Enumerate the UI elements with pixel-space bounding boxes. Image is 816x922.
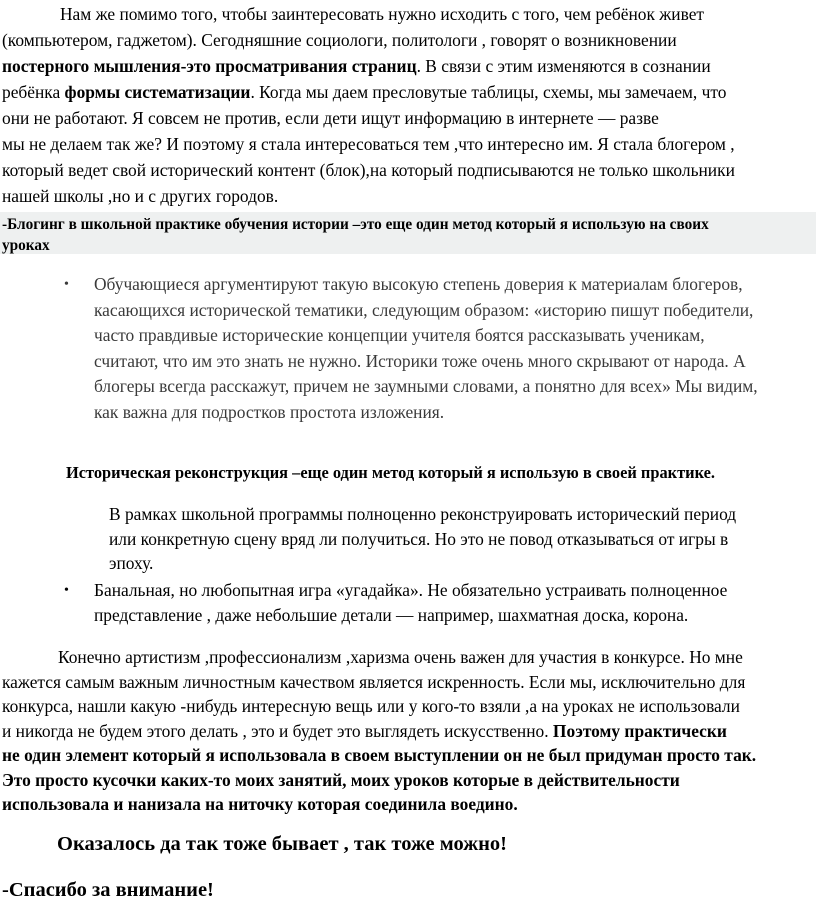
- conclusion-line: [2, 743, 814, 768]
- conclusion-line: [2, 792, 814, 817]
- conclusion-text: и никогда не будем этого делать , это и будет это выглядеть искусственно.: [2, 720, 553, 741]
- thanks-line: -Спасибо за внимание!: [2, 879, 214, 901]
- conclusion-text: Конечно артистизм ,профессионализм ,харизма очень важен для участия в конкурсе. Но мне: [58, 647, 743, 667]
- conclusion-line: [2, 768, 814, 793]
- intro-text: . В связи с этим изменяются в сознании: [416, 56, 711, 76]
- bullet-line: представление , даже небольшие детали — например, шахматная доска, корона.: [94, 605, 689, 625]
- bold-text: не один элемент который я использовала в своем выступлении он не был придуман просто так.: [2, 745, 757, 765]
- intro-line: который ведет свой исторический контент (блок),на который подписываются не только школьники: [2, 160, 735, 180]
- bold-text: использовала и нанизала на ниточку которая соединила воедино.: [2, 794, 518, 814]
- bullet-text: [94, 272, 816, 426]
- bullet-line: блогеры всегда расскажут, причем не заумными словами, а понятно для всех» Мы видим,: [94, 376, 758, 397]
- conclusion-line: конкурса, нашли какую -нибудь интересную вещь или у кого-то взяли ,а на уроках не использовали: [2, 696, 740, 716]
- intro-line: они не работают. Я совсем не против, если дети ищут информацию в интернете — разве: [2, 108, 659, 128]
- intro-line: [2, 79, 814, 105]
- bullet-line: Банальная, но любопытная игра «угадайка». Не обязательно устраивать полноценное: [94, 580, 728, 600]
- bullet-icon: •: [64, 583, 69, 598]
- intro-line: [2, 53, 814, 79]
- blogging-heading-line: уроках: [2, 237, 50, 254]
- conclusion-line: кажется самым важным личностным качеством является искренность. Если мы, исключительно для: [2, 671, 746, 692]
- intro-line: (компьютером, гаджетом). Сегодняшние социологи, политологи , говорят о возникновении: [2, 30, 677, 50]
- bold-term: постерного мышления-это просматривания страниц: [2, 56, 417, 76]
- intro-paragraph: [2, 1, 814, 209]
- reconstruction-line: эпоху.: [109, 553, 154, 573]
- blogging-heading: [2, 214, 812, 256]
- intro-line: нашей школы ,но и с других городов.: [2, 186, 279, 206]
- intro-line: мы не делаем так же? И поэтому я стала интересоваться тем ,что интересно им. Я стала блогером ,: [2, 134, 735, 154]
- bullet-line: часто правдивые исторические концепции учителя боятся рассказывать ученикам,: [94, 325, 705, 346]
- bold-text: Это просто кусочки каких-то моих занятий, моих уроков которые в действительности: [2, 769, 680, 790]
- bullet-text: [94, 578, 816, 628]
- conclusion-paragraph: [2, 645, 814, 817]
- bullet-line: Обучающиеся аргументируют такую высокую степень доверия к материалам блогеров,: [94, 274, 743, 294]
- reconstruction-line: В рамках школьной программы полноценно реконструировать исторический период: [109, 504, 737, 524]
- bold-term: формы систематизации: [64, 82, 251, 102]
- closing-line: Оказалось да так тоже бывает , так тоже можно!: [57, 833, 507, 855]
- bullet-line: как важна для подростков простота изложения.: [94, 401, 445, 422]
- intro-text: . Когда мы даем пресловутые таблицы, схемы, мы замечаем, что: [250, 82, 727, 102]
- reconstruction-line: или конкретную сцену вряд ли получиться. Но это не повод отказываться от игры в: [109, 528, 729, 549]
- conclusion-line: [2, 645, 814, 670]
- bullet-line: касающихся исторической тематики, следующим образом: «историю пишут победители,: [94, 299, 754, 320]
- intro-line: [2, 1, 814, 27]
- conclusion-line: [2, 719, 814, 744]
- intro-text: ребёнка: [2, 82, 65, 102]
- intro-text: Нам же помимо того, чтобы заинтересовать нужно исходить с того, чем ребёнок живет: [60, 4, 705, 24]
- bold-text: Поэтому практически: [552, 720, 727, 741]
- reconstruction-heading: Историческая реконструкция –еще один метод который я использую в своей практике.: [66, 463, 716, 482]
- blogging-heading-line: -Блогинг в школьной практике обучения истории –это еще один метод который я использую на своих: [2, 216, 709, 233]
- bullet-line: считают, что им это знать не нужно. Историки тоже очень много скрывают от народа. А: [94, 350, 746, 371]
- reconstruction-paragraph: [109, 502, 816, 576]
- bullet-icon: •: [64, 277, 69, 292]
